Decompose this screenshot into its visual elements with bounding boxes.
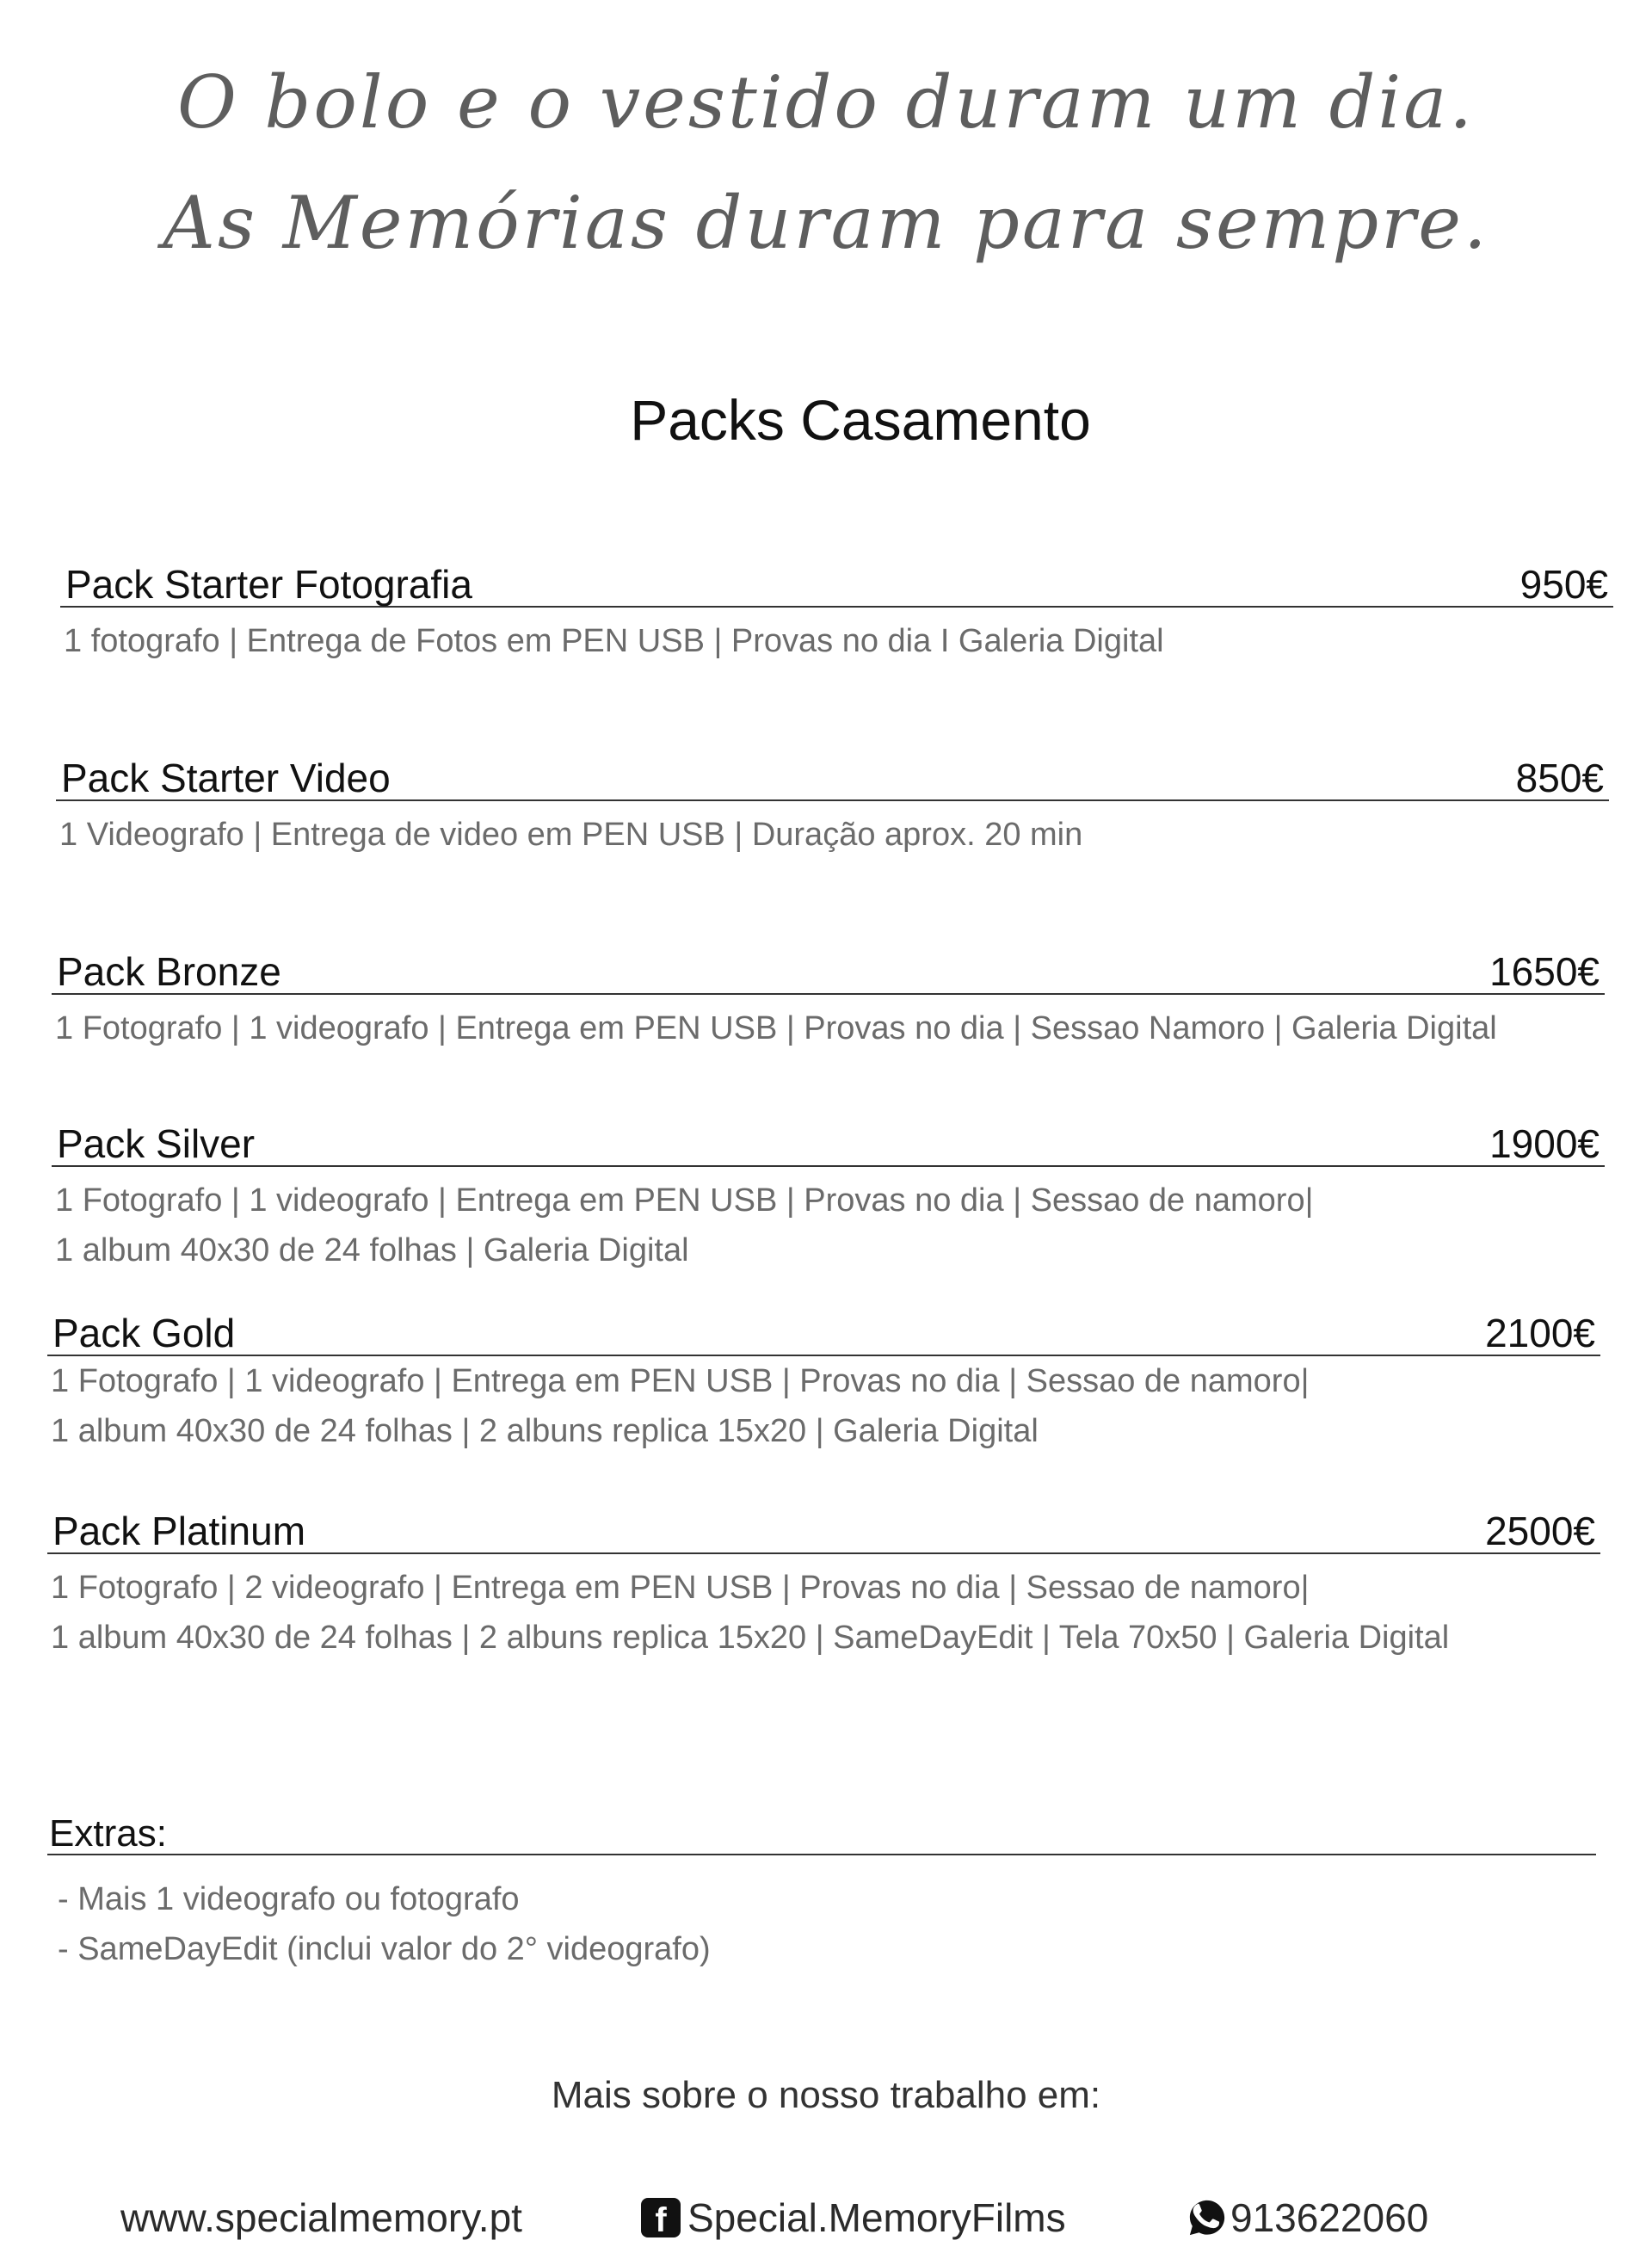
- facebook-link[interactable]: [641, 2194, 1066, 2241]
- phone-link[interactable]: [1187, 2194, 1428, 2241]
- extras-item: - Mais 1 videografo ou fotografo: [58, 1881, 520, 1917]
- pack-description-line: 1 fotografo | Entrega de Fotos em PEN USB | Provas no dia I Galeria Digital: [64, 623, 1164, 659]
- pack-price: 2100€: [1485, 1311, 1595, 1355]
- pack-starter-video: [56, 744, 1609, 860]
- pack-description: [52, 1176, 1605, 1275]
- pack-name: Pack Starter Fotografia: [65, 562, 472, 607]
- pack-description-line: 1 album 40x30 de 24 folhas | Galeria Digital: [55, 1232, 689, 1268]
- facebook-icon: f: [641, 2198, 681, 2237]
- phone-text: 913622060: [1230, 2195, 1429, 2240]
- website-link[interactable]: [120, 2194, 522, 2241]
- extras-item: - SameDayEdit (inclui valor do 2° videografo): [58, 1931, 711, 1967]
- pack-name: Pack Silver: [57, 1121, 256, 1166]
- pack-header: [52, 1110, 1605, 1167]
- page-title: Packs Casamento: [630, 388, 1091, 452]
- pack-description: [47, 1563, 1600, 1663]
- pack-bronze: [52, 938, 1605, 1053]
- pack-platinum: [47, 1497, 1600, 1663]
- pack-price: 2500€: [1485, 1509, 1595, 1553]
- extras-header: [47, 1799, 1596, 1855]
- pack-header: [52, 938, 1605, 995]
- extras-title: Extras:: [49, 1812, 167, 1855]
- whatsapp-icon: [1187, 2198, 1227, 2237]
- pack-description-line: 1 Fotografo | 1 videografo | Entrega em PEN USB | Provas no dia | Sessao Namoro | Galeria Digital: [55, 1010, 1497, 1046]
- pack-name: Pack Starter Video: [61, 756, 391, 800]
- pack-description-line: 1 album 40x30 de 24 folhas | 2 albuns replica 15x20 | SameDayEdit | Tela 70x50 | Galeria Digital: [51, 1620, 1450, 1656]
- extras-list: [47, 1874, 1596, 1974]
- pack-description-line: 1 Fotografo | 2 videografo | Entrega em PEN USB | Provas no dia | Sessao de namoro|: [51, 1570, 1310, 1606]
- extras-section: [47, 1799, 1596, 1974]
- website-text: www.specialmemory.pt: [120, 2195, 522, 2240]
- pack-description-line: 1 Videografo | Entrega de video em PEN USB | Duração aprox. 20 min: [59, 817, 1083, 853]
- pack-description: [52, 1003, 1605, 1053]
- pack-price: 950€: [1519, 562, 1608, 607]
- facebook-text: Special.MemoryFilms: [687, 2195, 1066, 2240]
- pack-description: [47, 1356, 1600, 1456]
- pack-price: 1650€: [1489, 949, 1600, 994]
- quote-line-2: As Memórias duram para sempre.: [163, 181, 1489, 265]
- pack-header: [60, 551, 1613, 608]
- pack-price: 1900€: [1489, 1121, 1600, 1166]
- pack-description-line: 1 Fotografo | 1 videografo | Entrega em PEN USB | Provas no dia | Sessao de namoro|: [51, 1363, 1310, 1399]
- pack-price: 850€: [1515, 756, 1604, 800]
- pack-name: Pack Bronze: [57, 949, 281, 994]
- pack-header: [47, 1299, 1600, 1356]
- pack-header: [47, 1497, 1600, 1554]
- pack-description-line: 1 album 40x30 de 24 folhas | 2 albuns replica 15x20 | Galeria Digital: [51, 1413, 1039, 1449]
- pack-name: Pack Platinum: [52, 1509, 306, 1553]
- pack-description: [60, 616, 1613, 666]
- pack-description: [56, 810, 1609, 860]
- pack-starter-fotografia: [60, 551, 1613, 666]
- pack-name: Pack Gold: [52, 1311, 236, 1355]
- pack-description-line: 1 Fotografo | 1 videografo | Entrega em PEN USB | Provas no dia | Sessao de namoro|: [55, 1182, 1314, 1219]
- pack-header: [56, 744, 1609, 801]
- more-info-text: Mais sobre o nosso trabalho em:: [551, 2074, 1101, 2116]
- quote-line-1: O bolo e o vestido duram um dia.: [176, 60, 1475, 145]
- pack-silver: [52, 1110, 1605, 1275]
- pack-gold: [47, 1299, 1600, 1456]
